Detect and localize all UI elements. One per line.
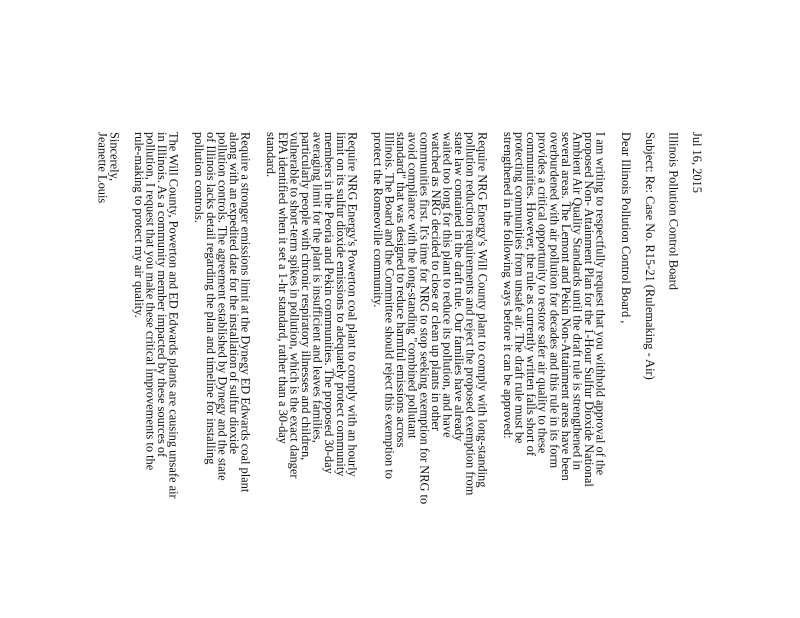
letter-recipient: Illinois Pollution Control Board [666,132,681,290]
paragraph-3-line: EPA identified when it set a 1-hr standard, rather than a 30-day [275,132,290,444]
paragraph-1-line: Ambient Air Quality Standards until the draft rule is strengthened in [570,132,585,470]
letter-date: Jul 16, 2015 [690,132,704,193]
paragraph-2-line: avoid compliance with the long-standing "combined pollutant [405,132,420,439]
paragraph-2-line: communities first. It's time for NRG to stop seeking exemption for NRG to [417,132,432,505]
letter-signature: Jeanette Louis [95,132,110,204]
spacer [179,132,193,618]
paragraph-2-line: Require NRG Energy's Will County plant to comply with long-standing [475,132,490,488]
spacer [119,132,132,618]
paragraph-5-line: The Will County, Powerton and ED Edwards plants are causing unsafe air [166,132,181,499]
paragraph-5-line: in Illinois. As a community member impacted by these sources of [155,132,170,458]
paragraph-3-line: vulnerable to short-term spikes in pollution, which is the exact danger [287,132,302,479]
paragraph-3-line: particularly people with chronic respiratory illnesses and children, [298,132,313,461]
paragraph-4-line: pollution controls. The agreement established by Dynegy and the state [215,132,230,481]
paragraph-1-line: several areas. The Lemont and Pekin Non-Attainment areas have been [558,132,573,481]
paragraph-2-line: watched as NRG decided to close or clean up plants in other [428,132,443,432]
paragraph-2-line: Illinois. The Board and the Committee should reject this exemption to [382,132,397,479]
letter-subject: Subject: Re: Case No. R15-21 (Rulemaking - Air) [642,132,657,380]
paragraph-1-line: overburdened with air pollution for decades and this rule in its form [547,132,562,469]
paragraph-1-line: communities. However, the rule as currently written falls short of [524,132,539,456]
spacer [678,132,690,618]
paragraph-4-line: pollution controls. [192,132,207,223]
paragraph-5-line: pollution, I request that you make these critical improvements to the [143,132,158,471]
paragraph-1-line: I am writing to respectfully request that you withhold approval of the [593,132,608,476]
letter-closing: Sincerely, [107,132,122,182]
spacer [251,132,265,618]
paragraph-4-line: of Illinois lacks detail regarding the plan and timeline for installing [203,132,218,465]
paragraph-2-line: pollution reduction requirements and reject the proposed exemption from [463,132,478,496]
paragraph-5-line: rule-making to protect my air quality. [131,132,146,318]
paragraph-4-line: along with an expedited date for the installation of sulfur dioxide [227,132,241,455]
paragraph-2-line: protect the Romeoville community. [370,132,385,308]
paragraph-3-line: limit on its sulfur dioxide emissions to adequately protect community [333,132,348,477]
paragraph-1-line: provides a critical opportunity to restore safer air quality to these [535,132,550,454]
paragraph-1-line: proposed Non- Attainment Plan for the 1-Hour Sulfur Dioxide National [582,132,597,487]
paragraph-3-line: averaging limit for the plant is insufficient and leaves families, [310,132,325,443]
paragraph-1-line: protecting communities from unsafe air. The draft rule must be [512,132,527,444]
scanned-letter-rotated [96,132,702,618]
letter-salutation: Dear Illinois Pollution Control Board , [619,132,634,324]
paragraph-3-line: members in the Peoria and Pekin communities. The proposed 30-day [322,132,337,474]
paragraph-2-line: waited too long for this plant to reduce its pollution, and have [440,132,455,438]
paragraph-1-line: strengthened in the following ways before it can be approved: [500,132,515,439]
spacer [357,132,371,618]
paragraph-4-line: Require a stronger emissions limit at the Dynegy ED Edwards coal plant [238,132,253,493]
spacer [606,132,620,618]
paragraph-2-line: standard" that was designed to reduce harmful emissions across [394,132,409,448]
spacer [631,132,643,618]
spacer [487,132,501,618]
paragraph-3-line: Require NRG Energy's Powerton coal plant to comply with an hourly [345,132,360,477]
paragraph-3-line: standard. [264,132,279,178]
paragraph-2-line: state law contained in the draft rule. Our families have already [452,132,467,442]
